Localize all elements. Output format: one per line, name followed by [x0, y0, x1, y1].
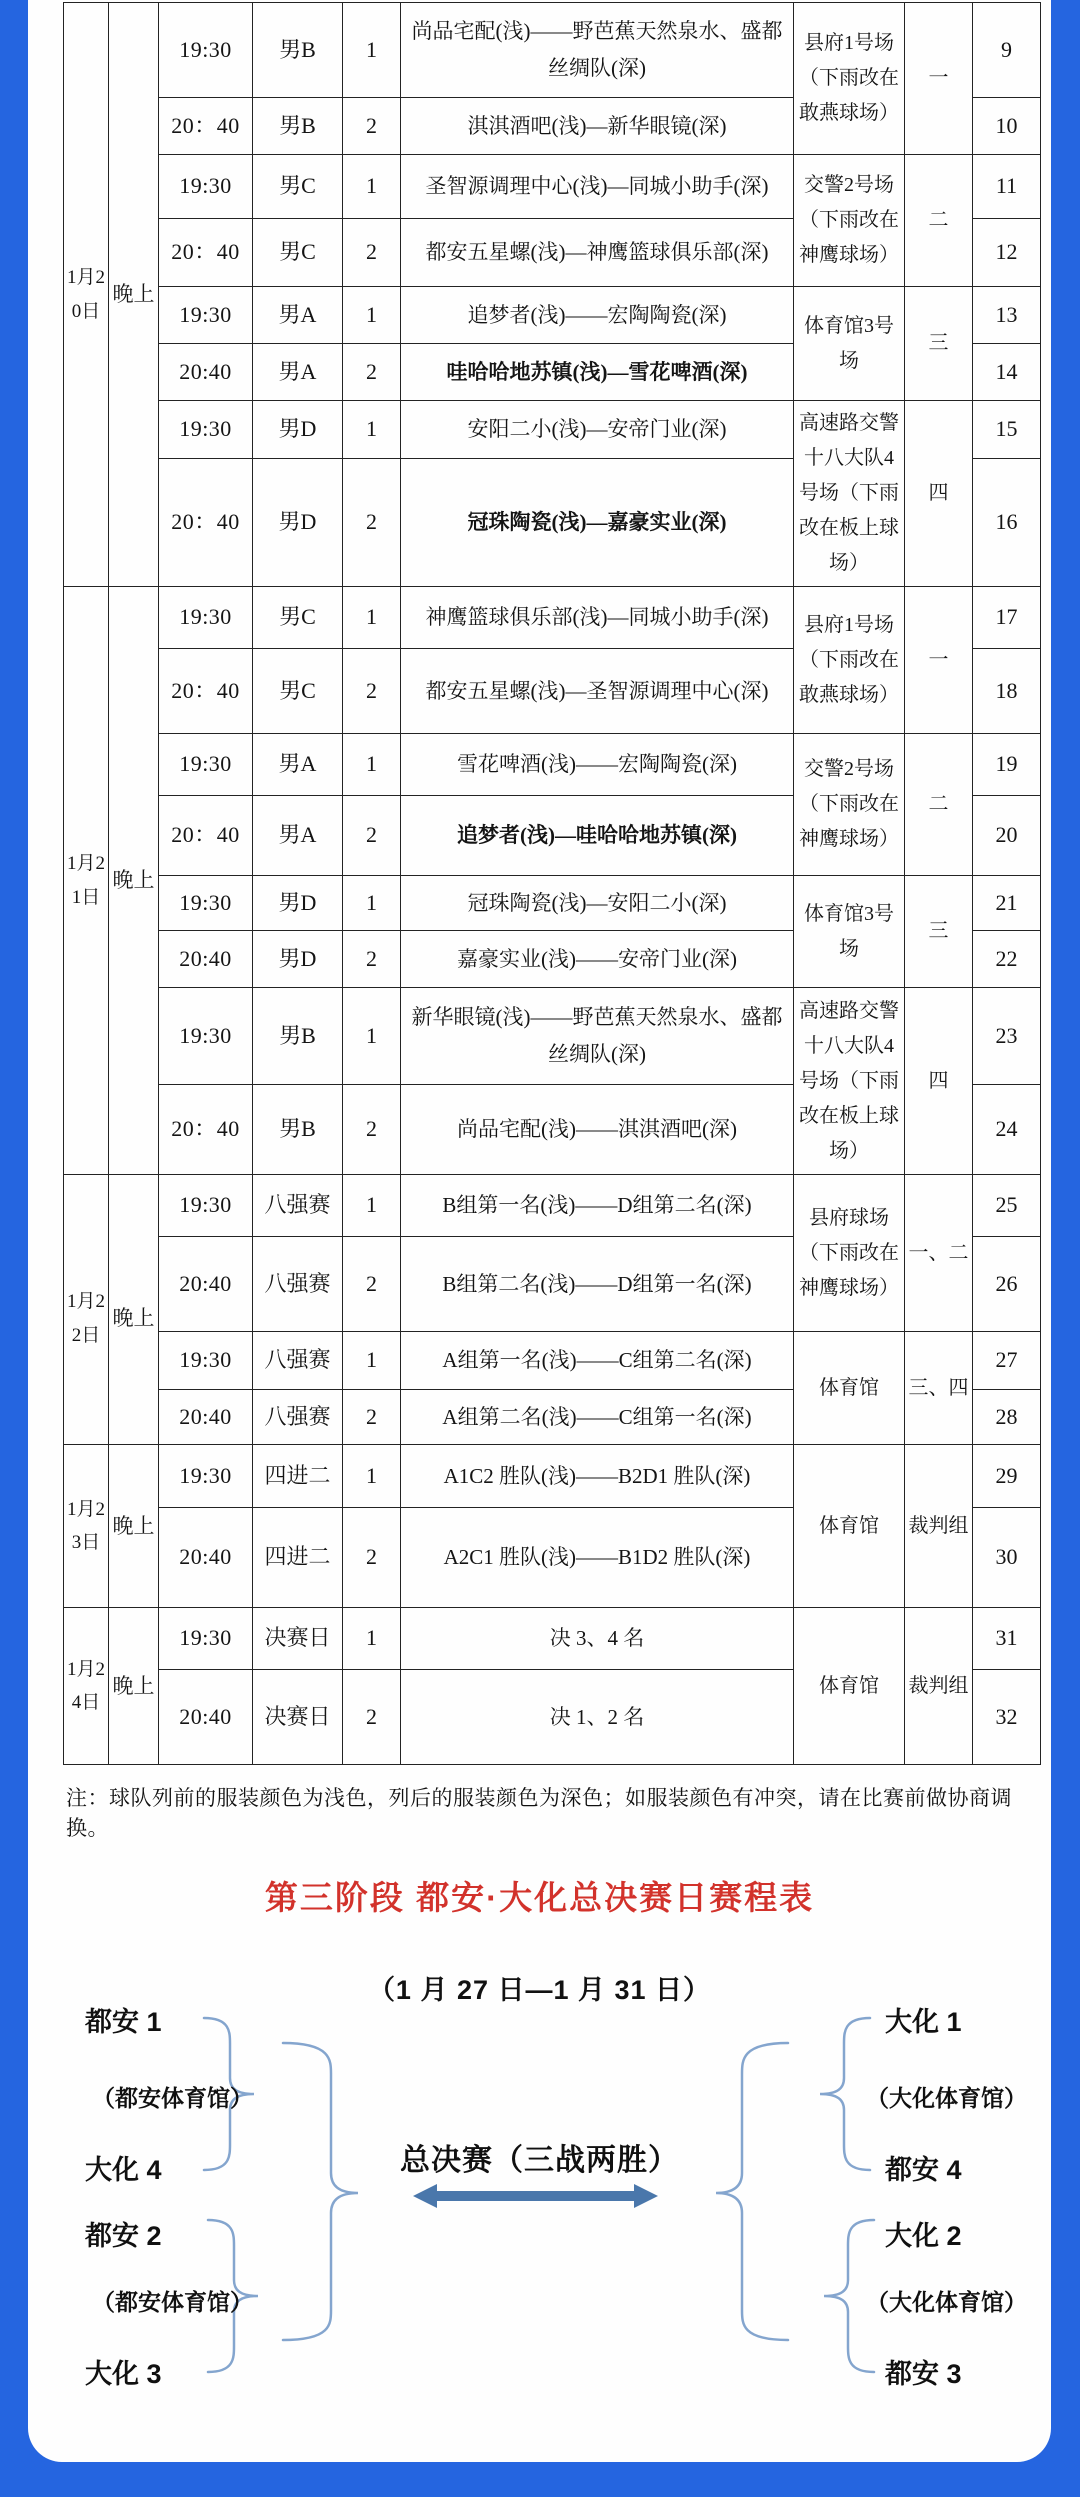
game-number-cell: 9: [973, 3, 1041, 98]
court-cell: 一、二: [905, 1175, 973, 1332]
group-cell: 男A: [253, 796, 343, 876]
venue-cell: 县府1号场（下雨改在敢燕球场）: [794, 3, 905, 155]
time-cell: 19:30: [159, 401, 253, 459]
game-number-cell: 10: [973, 98, 1041, 155]
finals-arrow: [413, 2184, 658, 2208]
match-index-cell: 1: [343, 988, 401, 1085]
group-cell: 男D: [253, 876, 343, 931]
match-index-cell: 1: [343, 401, 401, 459]
game-number-cell: 17: [973, 587, 1041, 649]
daypart-cell: 晚上: [109, 1445, 159, 1608]
table-row: [64, 876, 1041, 931]
time-cell: 19:30: [159, 1608, 253, 1670]
bracket-venue-dahua-gym-1: （大化体育馆）: [866, 2085, 1027, 2111]
time-cell: 20：40: [159, 219, 253, 287]
game-number-cell: 26: [973, 1237, 1041, 1332]
time-cell: 20：40: [159, 98, 253, 155]
court-cell: 四: [905, 401, 973, 587]
daypart-cell: 晚上: [109, 1175, 159, 1445]
brace-right-main: [716, 2043, 788, 2340]
court-cell: 三: [905, 876, 973, 988]
bracket-team-duan1: 都安 1: [85, 2007, 162, 2037]
bracket-team-dahua1: 大化 1: [885, 2007, 962, 2037]
group-cell: 男C: [253, 219, 343, 287]
brace-left-main: [283, 2043, 358, 2340]
teams-cell: 决 1、2 名: [401, 1670, 794, 1765]
court-cell: 一: [905, 587, 973, 734]
group-cell: 男C: [253, 155, 343, 219]
bracket-team-dahua4: 大化 4: [85, 2155, 162, 2185]
match-index-cell: 2: [343, 796, 401, 876]
game-number-cell: 16: [973, 459, 1041, 587]
group-cell: 男B: [253, 988, 343, 1085]
court-cell: 一: [905, 3, 973, 155]
table-row: [64, 3, 1041, 98]
schedule-table: [63, 2, 1041, 1765]
teams-cell: 追梦者(浅)——宏陶陶瓷(深): [401, 287, 794, 344]
venue-cell: 体育馆: [794, 1332, 905, 1445]
bracket-team-dahua2: 大化 2: [885, 2221, 962, 2251]
group-cell: 决赛日: [253, 1670, 343, 1765]
teams-cell: 嘉豪实业(浅)——安帝门业(深): [401, 931, 794, 988]
game-number-cell: 32: [973, 1670, 1041, 1765]
uniform-color-note: 注：球队列前的服装颜色为浅色，列后的服装颜色为深色；如服装颜色有冲突，请在比赛前做协商调换。: [66, 1787, 1012, 1840]
table-row: [64, 1445, 1041, 1508]
match-index-cell: 1: [343, 3, 401, 98]
game-number-cell: 15: [973, 401, 1041, 459]
stage-title: 第三阶段 都安·大化总决赛日赛程表: [264, 1879, 815, 1916]
group-cell: 男C: [253, 649, 343, 734]
teams-cell: 尚品宅配(浅)——野芭蕉天然泉水、盛都丝绸队(深): [401, 3, 794, 98]
date-cell: 1月21日: [64, 587, 109, 1175]
date-cell: 1月20日: [64, 3, 109, 587]
time-cell: 19:30: [159, 3, 253, 98]
bracket-team-dahua3: 大化 3: [85, 2359, 162, 2389]
time-cell: 19:30: [159, 734, 253, 796]
game-number-cell: 11: [973, 155, 1041, 219]
match-index-cell: 2: [343, 1237, 401, 1332]
time-cell: 20:40: [159, 1390, 253, 1445]
bracket-team-duan4: 都安 4: [885, 2155, 962, 2185]
game-number-cell: 31: [973, 1608, 1041, 1670]
time-cell: 20：40: [159, 459, 253, 587]
venue-cell: 交警2号场（下雨改在神鹰球场）: [794, 734, 905, 876]
court-cell: 裁判组: [905, 1445, 973, 1608]
court-cell: 二: [905, 155, 973, 287]
time-cell: 19:30: [159, 876, 253, 931]
venue-cell: 体育馆: [794, 1608, 905, 1765]
teams-cell: 尚品宅配(浅)——淇淇酒吧(深): [401, 1085, 794, 1175]
match-index-cell: 1: [343, 734, 401, 796]
group-cell: 男C: [253, 587, 343, 649]
match-index-cell: 2: [343, 1085, 401, 1175]
finals-label: 总决赛（三战两胜）: [400, 2144, 679, 2177]
time-cell: 19:30: [159, 155, 253, 219]
date-cell: 1月24日: [64, 1608, 109, 1765]
teams-cell: B组第二名(浅)——D组第一名(深): [401, 1237, 794, 1332]
bracket-venue-dahua-gym-2: （大化体育馆）: [866, 2289, 1027, 2315]
match-index-cell: 2: [343, 1390, 401, 1445]
group-cell: 男D: [253, 401, 343, 459]
group-cell: 男B: [253, 98, 343, 155]
game-number-cell: 22: [973, 931, 1041, 988]
time-cell: 20：40: [159, 796, 253, 876]
match-index-cell: 2: [343, 98, 401, 155]
game-number-cell: 27: [973, 1332, 1041, 1390]
table-row: [64, 1608, 1041, 1670]
teams-cell: 冠珠陶瓷(浅)—嘉豪实业(深): [401, 459, 794, 587]
teams-cell: 决 3、4 名: [401, 1608, 794, 1670]
match-index-cell: 2: [343, 459, 401, 587]
game-number-cell: 13: [973, 287, 1041, 344]
time-cell: 19:30: [159, 988, 253, 1085]
daypart-cell: 晚上: [109, 587, 159, 1175]
group-cell: 八强赛: [253, 1237, 343, 1332]
match-index-cell: 1: [343, 287, 401, 344]
match-index-cell: 1: [343, 1445, 401, 1508]
time-cell: 20:40: [159, 1237, 253, 1332]
court-cell: 三、四: [905, 1332, 973, 1445]
venue-cell: 体育馆: [794, 1445, 905, 1608]
time-cell: 19:30: [159, 1332, 253, 1390]
match-index-cell: 2: [343, 931, 401, 988]
time-cell: 20：40: [159, 649, 253, 734]
table-row: [64, 401, 1041, 459]
venue-cell: 高速路交警十八大队4号场（下雨改在板上球场）: [794, 401, 905, 587]
group-cell: 男A: [253, 344, 343, 401]
bracket-venue-duan-gym-2: （都安体育馆）: [92, 2289, 253, 2315]
match-index-cell: 1: [343, 1608, 401, 1670]
group-cell: 男B: [253, 1085, 343, 1175]
table-row: [64, 287, 1041, 344]
daypart-cell: 晚上: [109, 1608, 159, 1765]
game-number-cell: 23: [973, 988, 1041, 1085]
group-cell: 男A: [253, 287, 343, 344]
court-cell: 二: [905, 734, 973, 876]
time-cell: 19:30: [159, 1175, 253, 1237]
group-cell: 四进二: [253, 1508, 343, 1608]
match-index-cell: 2: [343, 1670, 401, 1765]
time-cell: 19:30: [159, 587, 253, 649]
teams-cell: 哇哈哈地苏镇(浅)—雪花啤酒(深): [401, 344, 794, 401]
time-cell: 20：40: [159, 1085, 253, 1175]
game-number-cell: 20: [973, 796, 1041, 876]
teams-cell: A组第一名(浅)——C组第二名(深): [401, 1332, 794, 1390]
match-index-cell: 2: [343, 219, 401, 287]
group-cell: 八强赛: [253, 1390, 343, 1445]
time-cell: 19:30: [159, 1445, 253, 1508]
group-cell: 八强赛: [253, 1332, 343, 1390]
teams-cell: A1C2 胜队(浅)——B2D1 胜队(深): [401, 1445, 794, 1508]
teams-cell: 新华眼镜(浅)——野芭蕉天然泉水、盛都丝绸队(深): [401, 988, 794, 1085]
bracket-team-duan2: 都安 2: [85, 2221, 162, 2251]
teams-cell: 淇淇酒吧(浅)—新华眼镜(深): [401, 98, 794, 155]
table-row: [64, 155, 1041, 219]
table-row: [64, 587, 1041, 649]
group-cell: 男A: [253, 734, 343, 796]
teams-cell: 冠珠陶瓷(浅)—安阳二小(深): [401, 876, 794, 931]
time-cell: 20:40: [159, 931, 253, 988]
venue-cell: 高速路交警十八大队4号场（下雨改在板上球场）: [794, 988, 905, 1175]
teams-cell: B组第一名(浅)——D组第二名(深): [401, 1175, 794, 1237]
court-cell: 四: [905, 988, 973, 1175]
match-index-cell: 1: [343, 876, 401, 931]
game-number-cell: 30: [973, 1508, 1041, 1608]
match-index-cell: 2: [343, 344, 401, 401]
teams-cell: 神鹰篮球俱乐部(浅)—同城小助手(深): [401, 587, 794, 649]
match-index-cell: 1: [343, 1332, 401, 1390]
group-cell: 男D: [253, 459, 343, 587]
teams-cell: 安阳二小(浅)—安帝门业(深): [401, 401, 794, 459]
table-row: [64, 988, 1041, 1085]
court-cell: 裁判组: [905, 1608, 973, 1765]
teams-cell: 追梦者(浅)—哇哈哈地苏镇(深): [401, 796, 794, 876]
time-cell: 20:40: [159, 1508, 253, 1608]
venue-cell: 体育馆3号场: [794, 287, 905, 401]
game-number-cell: 14: [973, 344, 1041, 401]
match-index-cell: 1: [343, 1175, 401, 1237]
bracket-team-duan3: 都安 3: [885, 2359, 962, 2389]
time-cell: 20:40: [159, 344, 253, 401]
game-number-cell: 21: [973, 876, 1041, 931]
date-cell: 1月22日: [64, 1175, 109, 1445]
date-cell: 1月23日: [64, 1445, 109, 1608]
venue-cell: 县府1号场（下雨改在敢燕球场）: [794, 587, 905, 734]
teams-cell: A组第二名(浅)——C组第一名(深): [401, 1390, 794, 1445]
group-cell: 男D: [253, 931, 343, 988]
teams-cell: 圣智源调理中心(浅)—同城小助手(深): [401, 155, 794, 219]
game-number-cell: 19: [973, 734, 1041, 796]
table-row: [64, 1175, 1041, 1237]
teams-cell: 都安五星螺(浅)—圣智源调理中心(深): [401, 649, 794, 734]
teams-cell: 雪花啤酒(浅)——宏陶陶瓷(深): [401, 734, 794, 796]
table-row: [64, 734, 1041, 796]
game-number-cell: 29: [973, 1445, 1041, 1508]
game-number-cell: 12: [973, 219, 1041, 287]
venue-cell: 交警2号场（下雨改在神鹰球场）: [794, 155, 905, 287]
match-index-cell: 2: [343, 649, 401, 734]
group-cell: 决赛日: [253, 1608, 343, 1670]
teams-cell: A2C1 胜队(浅)——B1D2 胜队(深): [401, 1508, 794, 1608]
game-number-cell: 18: [973, 649, 1041, 734]
group-cell: 四进二: [253, 1445, 343, 1508]
venue-cell: 体育馆3号场: [794, 876, 905, 988]
game-number-cell: 28: [973, 1390, 1041, 1445]
stage-subtitle: （1 月 27 日—1 月 31 日）: [367, 1975, 712, 2005]
table-row: [64, 1332, 1041, 1390]
group-cell: 男B: [253, 3, 343, 98]
match-index-cell: 2: [343, 1508, 401, 1608]
page-content: [28, 0, 1051, 2462]
game-number-cell: 25: [973, 1175, 1041, 1237]
court-cell: 三: [905, 287, 973, 401]
time-cell: 20:40: [159, 1670, 253, 1765]
match-index-cell: 1: [343, 155, 401, 219]
bracket-venue-duan-gym-1: （都安体育馆）: [92, 2085, 253, 2111]
match-index-cell: 1: [343, 587, 401, 649]
daypart-cell: 晚上: [109, 3, 159, 587]
venue-cell: 县府球场（下雨改在神鹰球场）: [794, 1175, 905, 1332]
game-number-cell: 24: [973, 1085, 1041, 1175]
teams-cell: 都安五星螺(浅)—神鹰篮球俱乐部(深): [401, 219, 794, 287]
time-cell: 19:30: [159, 287, 253, 344]
group-cell: 八强赛: [253, 1175, 343, 1237]
